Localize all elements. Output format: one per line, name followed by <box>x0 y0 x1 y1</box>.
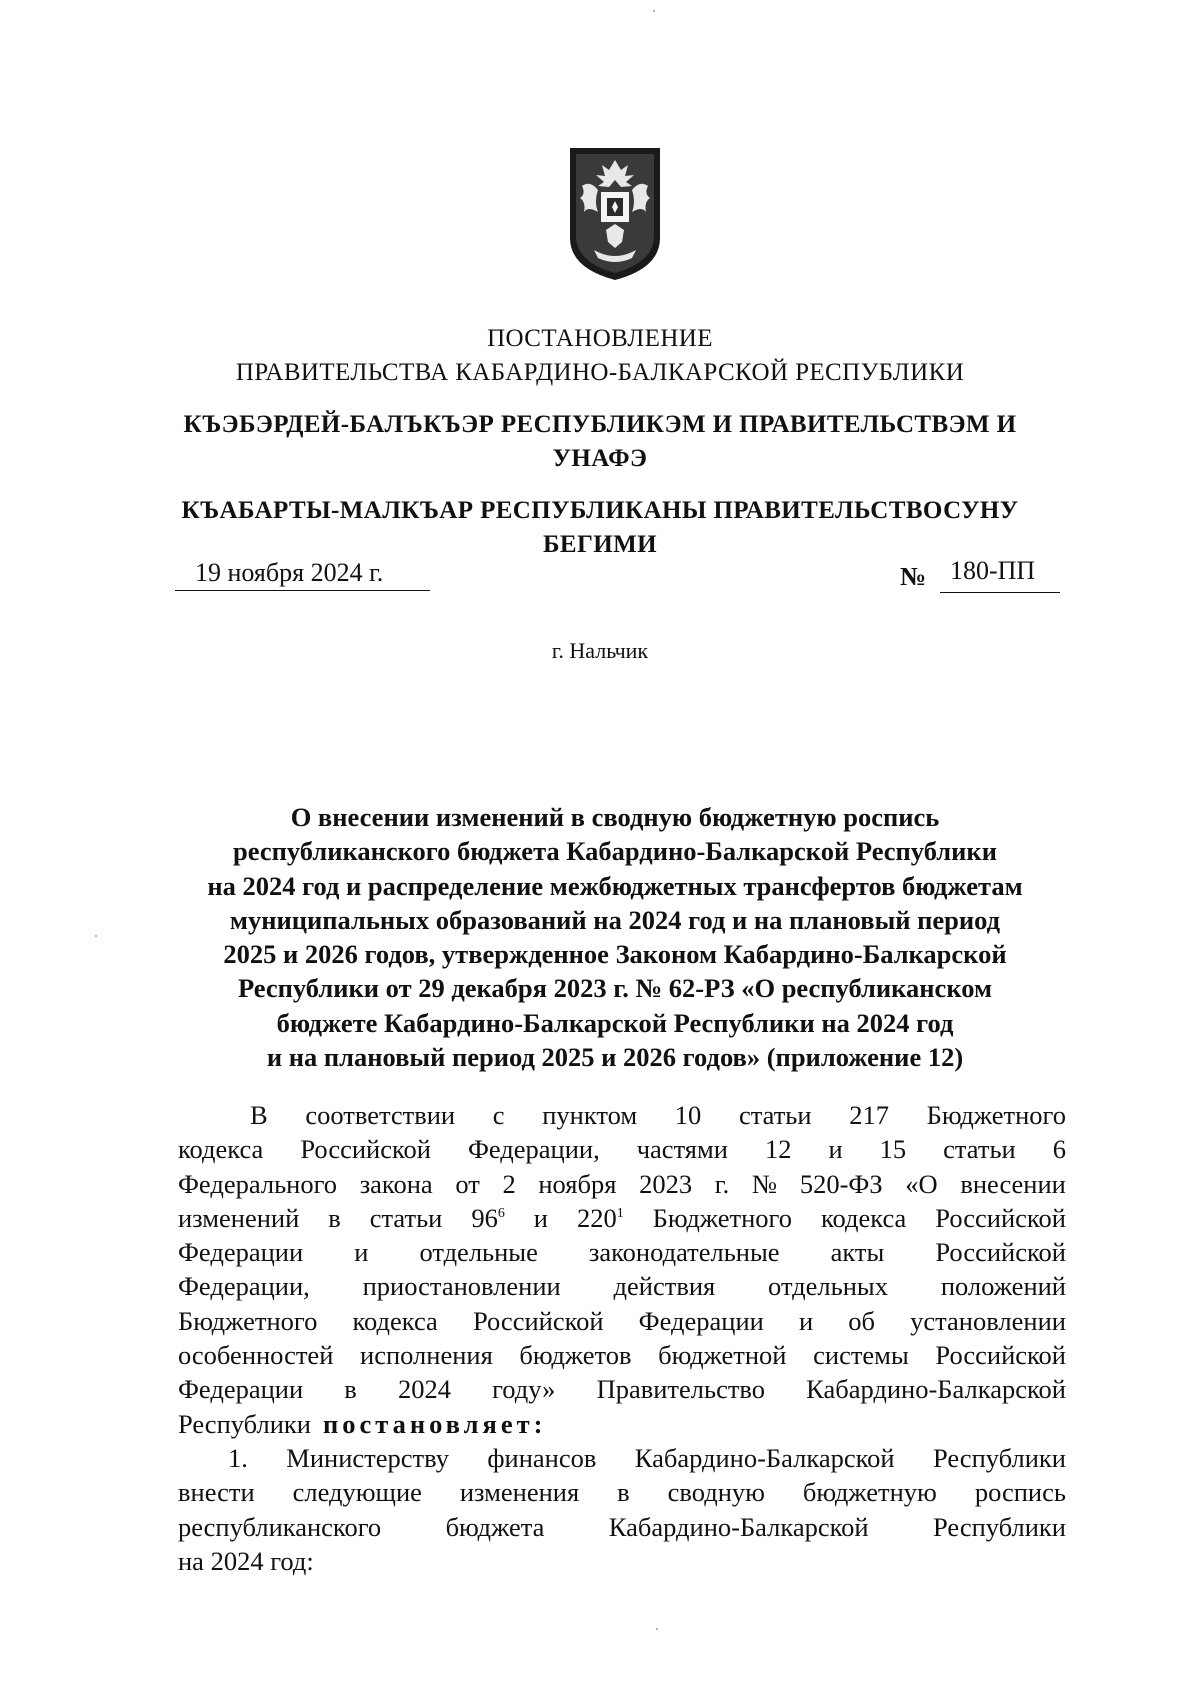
word: году» <box>492 1374 556 1405</box>
title-line: бюджете Кабардино-Балкарской Республики на 2024 год <box>276 1007 954 1038</box>
word: изменения <box>459 1477 580 1508</box>
word: кодекса <box>178 1134 264 1165</box>
word: Кабардино-Балкарской <box>608 1511 869 1542</box>
decree-word: постановляет: <box>322 1408 547 1439</box>
document-body <box>178 1098 1066 1578</box>
body-line <box>178 1372 1066 1406</box>
document-title <box>170 800 1060 1074</box>
word: отдельные <box>419 1237 538 1268</box>
word: Республики <box>933 1511 1066 1542</box>
word: бюджета <box>445 1511 545 1542</box>
title-line: на 2024 год и распределение межбюджетных трансфертов бюджетам <box>207 870 1023 901</box>
issuer-kbd <box>160 408 1040 476</box>
word: 2 <box>502 1168 516 1199</box>
word: Федерации <box>638 1305 764 1336</box>
body-line <box>178 1544 1066 1578</box>
word: 12 <box>764 1134 792 1165</box>
word: г. <box>714 1168 730 1199</box>
article-superscript: 1 <box>616 1206 624 1222</box>
issuer-krc <box>160 494 1040 562</box>
word: В <box>250 1100 268 1130</box>
word: Бюджетного <box>178 1305 318 1336</box>
document-header <box>160 322 1040 390</box>
word: Кабардино-Балкарской <box>634 1442 895 1473</box>
word: статьи <box>943 1134 1016 1165</box>
word: с <box>492 1100 505 1130</box>
word: 2023 <box>639 1168 693 1199</box>
word: Российской <box>472 1305 604 1336</box>
word: законодательные <box>588 1237 780 1268</box>
word: 6 <box>1052 1134 1066 1165</box>
title-line: муниципальных образований на 2024 год и на плановый период <box>229 904 1001 935</box>
issuer-krc-line2: БЕГИМИ <box>543 531 657 558</box>
word: 15 <box>879 1134 907 1165</box>
word: исполнения <box>360 1340 493 1371</box>
word: Российской <box>935 1340 1066 1371</box>
body-line <box>178 1269 1066 1303</box>
document-date <box>175 558 430 591</box>
word: положений <box>940 1271 1066 1302</box>
word: акты <box>830 1237 885 1268</box>
body-line <box>178 1510 1066 1544</box>
word: статьи <box>369 1202 443 1233</box>
word: Федерации <box>178 1374 304 1405</box>
issuer-kbd-line1: КЪЭБЭРДЕЙ-БАЛЪКЪЭР РЕСПУБЛИКЭМ И ПРАВИТЕЛЬСТВЭМ И <box>183 411 1017 438</box>
number-underline <box>940 592 1060 593</box>
word: приостановлении <box>362 1271 561 1302</box>
word: Республики <box>178 1408 311 1439</box>
scan-speck <box>656 1628 658 1630</box>
word: 10 <box>674 1100 702 1130</box>
word: кодекса <box>352 1305 438 1336</box>
word: 217 <box>849 1100 889 1130</box>
date-underline <box>175 590 430 591</box>
word: 2024 <box>397 1374 451 1405</box>
word: от <box>455 1168 480 1199</box>
word: Бюджетного <box>652 1202 793 1233</box>
word: ноября <box>538 1168 617 1199</box>
word: в <box>617 1477 630 1508</box>
article-ref <box>577 1201 624 1235</box>
word: сводную <box>667 1477 765 1508</box>
title-line: О внесении изменений в сводную бюджетную роспись <box>290 802 940 832</box>
title-line: 2025 и 2026 годов, утвержденное Законом Кабардино-Балкарской <box>223 939 1007 970</box>
word: Министерству <box>286 1442 449 1473</box>
number-value: 180-ПП <box>950 556 1036 585</box>
word: системы <box>813 1340 909 1371</box>
word: Кабардино-Балкарской <box>806 1374 1066 1405</box>
word: соответствии <box>305 1100 456 1130</box>
article-number: 220 <box>576 1202 617 1233</box>
word: бюджетов <box>519 1340 632 1371</box>
word: № <box>751 1168 778 1199</box>
body-line <box>178 1475 1066 1509</box>
word: установлении <box>910 1305 1066 1336</box>
word: бюджетную <box>802 1477 937 1508</box>
word: и <box>354 1237 369 1268</box>
body-line <box>178 1441 1066 1475</box>
word: роспись <box>974 1477 1066 1508</box>
scan-speck <box>653 10 655 12</box>
word: финансов <box>487 1442 597 1473</box>
word: статьи <box>738 1100 812 1130</box>
word: 1. <box>228 1442 248 1473</box>
word: изменений <box>178 1202 300 1233</box>
issuer-krc-line1: КЪАБАРТЫ-МАЛКЪАР РЕСПУБЛИКАНЫ ПРАВИТЕЛЬСТВОСУНУ <box>181 497 1019 524</box>
word: об <box>848 1305 875 1336</box>
word: республиканского <box>178 1511 382 1542</box>
word: внести <box>178 1477 255 1508</box>
title-line: Республики от 29 декабря 2023 г. № 62-РЗ «О республиканском <box>237 973 993 1004</box>
doc-type: ПОСТАНОВЛЕНИЕ <box>487 325 713 352</box>
word: и <box>828 1134 843 1165</box>
word: на 2024 год: <box>178 1545 314 1576</box>
word: Федерации, <box>178 1271 310 1302</box>
word: в <box>328 1202 341 1233</box>
word: Российской <box>300 1134 431 1165</box>
word: Правительство <box>596 1374 765 1405</box>
word: особенностей <box>178 1340 334 1371</box>
word: Республики <box>933 1442 1066 1473</box>
body-line <box>178 1167 1066 1201</box>
word: Федерации, <box>467 1134 600 1165</box>
coat-of-arms-emblem <box>568 146 662 282</box>
title-line: и на плановый период 2025 и 2026 годов» (приложение 12) <box>266 1042 964 1073</box>
word: пунктом <box>542 1100 638 1130</box>
word: внесении <box>960 1168 1066 1199</box>
word: кодекса <box>820 1202 907 1233</box>
word: в <box>344 1374 357 1405</box>
article-ref <box>471 1201 505 1235</box>
body-line <box>178 1407 1066 1441</box>
issuer-kbd-line2: УНАФЭ <box>552 445 648 472</box>
word: Российской <box>935 1202 1066 1233</box>
word: Российской <box>935 1237 1066 1268</box>
word: бюджетной <box>658 1340 787 1371</box>
word: Федерации <box>178 1237 304 1268</box>
word: и <box>798 1305 814 1336</box>
word: 520-ФЗ <box>799 1168 883 1199</box>
title-line: республиканского бюджета Кабардино-Балкарской Республики <box>233 836 997 867</box>
article-superscript: 6 <box>497 1206 505 1222</box>
city: г. Нальчик <box>551 638 649 663</box>
word: отдельных <box>768 1271 888 1302</box>
word: действия <box>613 1271 716 1302</box>
body-line <box>178 1132 1066 1166</box>
word: «О <box>905 1168 938 1199</box>
word: частями <box>636 1134 728 1165</box>
body-line <box>178 1235 1066 1269</box>
body-line <box>178 1201 1066 1235</box>
body-line <box>178 1304 1066 1338</box>
word: Федерального <box>178 1168 338 1199</box>
scan-speck <box>95 935 97 937</box>
date-text: 19 ноября 2024 г. <box>195 558 384 587</box>
article-number: 96 <box>471 1202 498 1233</box>
number-sign: № <box>900 562 927 591</box>
word: и <box>533 1202 548 1233</box>
body-line <box>178 1098 1066 1132</box>
word: закона <box>359 1168 433 1199</box>
word: следующие <box>292 1477 422 1508</box>
body-line <box>178 1338 1066 1372</box>
word: Бюджетного <box>926 1100 1066 1130</box>
issuer-ru: ПРАВИТЕЛЬСТВА КАБАРДИНО-БАЛКАРСКОЙ РЕСПУБЛИКИ <box>235 359 965 386</box>
